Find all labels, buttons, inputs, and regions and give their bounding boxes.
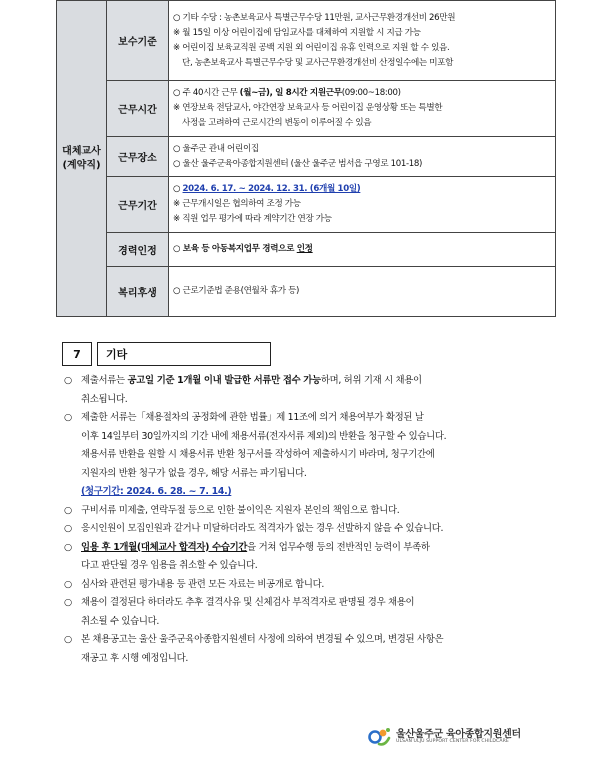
note-2-line-3: 채용서류 반환을 원할 시 채용서류 반환 청구서를 작성하여 제출하시기 바라며, 청구기간에: [81, 449, 435, 460]
note-8-line-1: 본 채용공고는 울산 울주군육아종합지원센터 사정에 의하여 변경될 수 있으며, 변경된 사항은: [81, 634, 444, 645]
note-marker: ○: [64, 541, 72, 553]
note-5-text-b: 을 거쳐 업무수행 등의 전반적인 능력이 부족하: [247, 541, 430, 553]
period-line-3: ※ 직원 업무 평가에 따라 계약기간 연장 가능: [173, 214, 332, 224]
category-sublabel: (계약직): [62, 159, 101, 171]
note-2-line-4: 지원자의 반환 청구가 없을 경우, 해당 서류는 파기됩니다.: [81, 467, 307, 479]
table-row-career: [57, 233, 556, 267]
row-content-hours: [169, 81, 556, 137]
career-line-1-a: ○ 보육 등 아동복지업무 경력으로: [173, 244, 297, 254]
row-label-place: 근무장소: [107, 137, 169, 177]
note-4-line-1: 응시인원이 모집인원과 같거나 미달하더라도 적격자가 없는 경우 선발하지 않을 수 있습니다.: [81, 523, 444, 534]
note-2-claim-period: (청구기간: 2024. 6. 28. ~ 7. 14.): [81, 486, 232, 497]
hours-line-1-c: (09:00~18:00): [341, 88, 401, 98]
period-date-range: 2024. 6. 17. ~ 2024. 12. 31. (6개월 10일): [182, 184, 361, 194]
pay-line-2: ※ 월 15일 이상 어린이집에 담임교사를 대체하여 지원할 시 지급 가능: [173, 27, 421, 38]
row-content-welfare: [169, 267, 556, 317]
note-item-confidential: [62, 576, 550, 595]
table-row-place: [57, 137, 556, 177]
recruitment-conditions-table: [56, 0, 556, 317]
pay-line-1: ○ 기타 수당 : 농촌보육교사 특별근무수당 11만원, 교사근무환경개선비 26만원: [173, 12, 456, 23]
note-5-text-bold: 임용 후 1개월(대체교사 합격자) 수습기간: [81, 541, 248, 553]
note-5-line-1: [81, 539, 550, 558]
note-1-text-bold: 공고일 기준 1개월 이내 발급한 서류만 접수 가능: [127, 375, 321, 386]
note-marker: ○: [64, 578, 72, 590]
footer-branding: [368, 724, 548, 750]
note-1-text-c: 하며, 허위 기재 시 채용이: [320, 375, 422, 386]
welfare-line-1: ○ 근로기준법 준용(연월차 휴가 등): [173, 286, 300, 296]
note-8-line-2: 재공고 후 시행 예정입니다.: [81, 652, 189, 664]
table-row-welfare: [57, 267, 556, 317]
note-6-line-1: 심사와 관련된 평가내용 등 관련 모든 자료는 비공개로 합니다.: [81, 578, 325, 590]
table-row-period: [57, 177, 556, 233]
footer-org-name: 울산울주군 육아종합지원센터: [396, 729, 521, 740]
hours-line-2: ※ 연장보육 전담교사, 야간연장 보육교사 등 어린이집 운영상황 또는 특별한: [173, 103, 443, 113]
center-logo-icon: [368, 724, 392, 748]
note-marker: ○: [64, 634, 72, 645]
note-marker: ○: [64, 523, 72, 534]
table-row-hours: [57, 81, 556, 137]
hours-line-1-a: ○ 주 40시간 근무: [173, 88, 240, 98]
career-line-1-b: 인정: [296, 244, 313, 254]
place-line-2: ○ 울산 울주군육아종합지원센터 (울산 울주군 범서읍 구영로 101-18): [173, 158, 423, 169]
note-item-missing-docs: [62, 502, 550, 521]
note-5-line-2: 다고 판단될 경우 임용을 취소할 수 있습니다.: [81, 560, 258, 571]
note-2-line-2: 이후 14일부터 30일까지의 기간 내에 채용서류(전자서류 제외)의 반환을 청구할 수 있습니다.: [81, 430, 447, 442]
note-marker: ○: [64, 412, 72, 423]
row-label-period: 근무기간: [107, 177, 169, 233]
section-title: 기타: [106, 348, 128, 361]
section-number-box: [62, 342, 92, 366]
period-line-1-mark: ○: [173, 184, 183, 194]
row-content-place: [169, 137, 556, 177]
row-label-welfare: 복리후생: [107, 267, 169, 317]
note-marker: ○: [64, 597, 72, 608]
note-1-line-2: 취소됩니다.: [81, 393, 128, 405]
hours-line-1-b: (월~금), 일 8시간 지원근무: [239, 88, 342, 98]
period-line-2: ※ 근무개시일은 협의하여 조정 가능: [173, 199, 301, 209]
note-item-probation: [62, 539, 550, 576]
note-marker: ○: [64, 375, 72, 386]
table-row-pay: [57, 1, 556, 81]
row-content-period: [169, 177, 556, 233]
row-label-hours: 근무시간: [107, 81, 169, 137]
hours-line-1: [173, 86, 551, 101]
row-label-career: 경력인정: [107, 233, 169, 267]
row-content-career: [169, 233, 556, 267]
note-1-line-1: [81, 372, 550, 391]
pay-line-4: 단, 농촌보육교사 특별근무수당 및 교사근무환경개선비 산정일수에는 미포함: [182, 57, 454, 68]
note-item-documents: [62, 372, 550, 409]
category-cell: [57, 1, 107, 317]
row-label-pay: 보수기준: [107, 1, 169, 81]
note-item-document-return: [62, 409, 550, 502]
note-1-text-a: 제출서류는: [81, 375, 128, 386]
category-label: 대체교사: [62, 145, 101, 157]
place-line-1: ○ 울주군 관내 어린이집: [173, 143, 259, 154]
note-item-change-notice: [62, 631, 550, 668]
period-line-1: [173, 182, 551, 197]
note-7-line-1: 채용이 결정된다 하더라도 추후 결격사유 및 신체검사 부적격자로 판명될 경우 채용이: [81, 597, 415, 608]
note-7-line-2: 취소될 수 있습니다.: [81, 615, 160, 627]
section-number: 7: [73, 347, 81, 361]
career-line-1: [173, 242, 551, 257]
section-title-box: [97, 342, 271, 366]
note-marker: ○: [64, 504, 72, 516]
row-content-pay: [169, 1, 556, 81]
note-3-line-1: 구비서류 미제출, 연락두절 등으로 인한 불이익은 지원자 본인의 책임으로 합니다.: [81, 504, 400, 516]
note-item-no-qualified: [62, 520, 550, 539]
note-2-line-1: 제출한 서류는「채용절차의 공정화에 관한 법률」제 11조에 의거 채용여부가 확정된 날: [81, 412, 424, 423]
note-item-disqualification: [62, 594, 550, 631]
pay-line-3: ※ 어린이집 보육교직원 공백 지원 외 어린이집 유휴 인력으로 지원 할 수 있음.: [173, 42, 450, 53]
notes-list: [62, 372, 550, 668]
hours-line-3: 사정을 고려하여 근로시간의 변동이 이루어질 수 있음: [182, 118, 372, 128]
footer-org-name-en: ULSAN ULJU SUPPORT CENTER FOR CHILDCARE: [396, 739, 509, 744]
